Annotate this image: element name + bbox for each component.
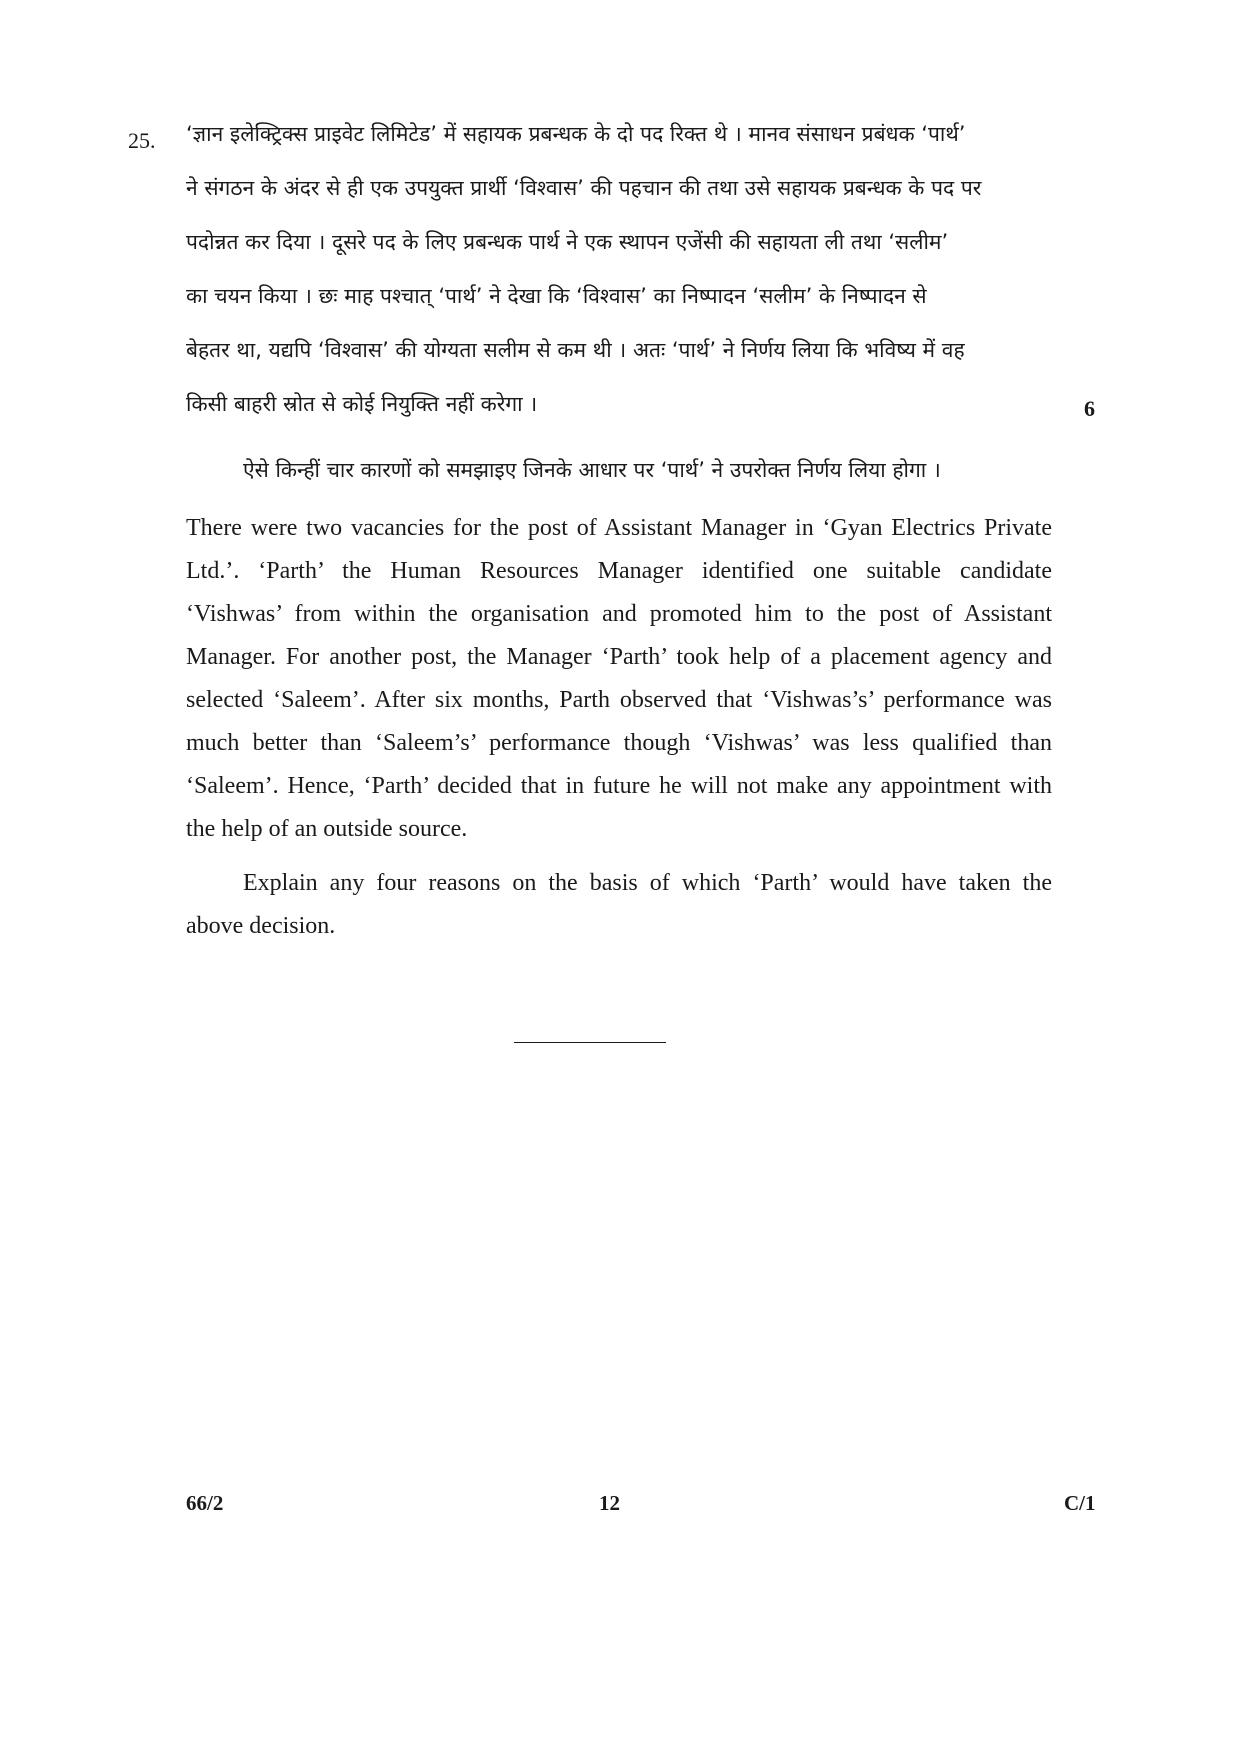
footer-paper-code: 66/2 [186,1491,224,1515]
hindi-line: ‘ज्ञान इलेक्ट्रिक्स प्राइवेट लिमिटेड’ में सहायक प्रबन्धक के दो पद रिक्त थे । मानव संसाधन प्रबंधक ‘पार्थ’ [186,122,966,146]
english-line: Manager. For another post, the Manager ‘Parth’ took help of a placement agency and [186,644,1052,670]
hindi-line: का चयन किया । छः माह पश्चात् ‘पार्थ’ ने देखा कि ‘विश्वास’ का निष्पादन ‘सलीम’ के निष्पादन से [186,284,927,308]
end-of-paper-rule [514,1042,666,1043]
hindi-passage [186,120,1066,444]
footer-set-code: C/1 [1064,1491,1096,1515]
english-line: the help of an outside source. [186,816,468,842]
hindi-question-prompt: ऐसे किन्हीं चार कारणों को समझाइए जिनके आधार पर ‘पार्थ’ ने उपरोक्त निर्णय लिया होगा । [243,458,941,482]
english-line: Ltd.’. ‘Parth’ the Human Resources Manager identified one suitable candidate [186,558,1052,584]
footer-page-number: 12 [599,1491,620,1515]
english-question-line: above decision. [186,913,336,939]
english-question-line: Explain any four reasons on the basis of which ‘Parth’ would have taken the [243,870,1052,896]
english-passage [186,513,1052,857]
hindi-line: ने संगठन के अंदर से ही एक उपयुक्त प्रार्थी ‘विश्वास’ की पहचान की तथा उसे सहायक प्रबन्धक के पद पर [186,176,982,200]
english-line: ‘Vishwas’ from within the organisation and promoted him to the post of Assistant [186,601,1052,627]
english-line: selected ‘Saleem’. After six months, Parth observed that ‘Vishwas’s’ performance was [186,687,1052,713]
hindi-line: पदोन्नत कर दिया । दूसरे पद के लिए प्रबन्धक पार्थ ने एक स्थापन एजेंसी की सहायता ली तथा ‘सलीम’ [186,230,949,254]
marks-label: 6 [1084,396,1095,421]
question-number: 25. [128,128,156,153]
hindi-line: किसी बाहरी स्रोत से कोई नियुक्ति नहीं करेगा । [186,392,538,416]
english-line: ‘Saleem’. Hence, ‘Parth’ decided that in future he will not make any appointment with [186,773,1052,799]
english-line: There were two vacancies for the post of Assistant Manager in ‘Gyan Electrics Private [186,515,1052,541]
english-line: much better than ‘Saleem’s’ performance though ‘Vishwas’ was less qualified than [186,730,1052,756]
hindi-line: बेहतर था, यद्यपि ‘विश्वास’ की योग्यता सलीम से कम थी । अतः ‘पार्थ’ ने निर्णय लिया कि भविष्य में वह [186,338,965,362]
english-question-prompt [186,868,1052,954]
